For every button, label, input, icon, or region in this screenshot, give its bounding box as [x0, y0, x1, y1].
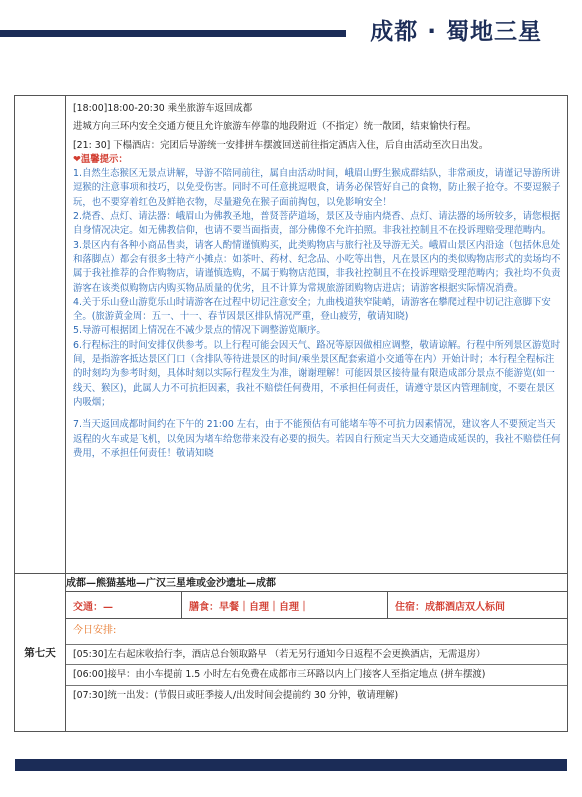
today-label: 今日安排: — [73, 625, 117, 637]
brand-logo: 成都 · 蜀地三星 — [370, 19, 542, 45]
tip-4: 4.关于乐山登山游览乐山时请游客在过程中切记注意安全；九曲栈道狭窄陡峭，请游客在攀爬过程中切记注意脚下安全。(旅游黄金周：五一、十一、春节因景区排队情况严重，登山疲劳，敬请知晓) — [73, 296, 551, 323]
footer-bar — [15, 759, 567, 771]
day7-lodging: 住宿：成都酒店双人标间 — [395, 601, 505, 613]
tip-2: 2.烧香、点灯、请法器：峨眉山为佛教圣地，普贤菩萨道场，景区及寺庙内烧香、点灯、请法器的场所较多，请您根据自身情况决定。如无佛教信仰，也请不要当面指责，部分佛像不允许拍照。非我社控制且不在投诉理赔受理范畴内。 — [73, 211, 561, 237]
tip-1: 1.自然生态猴区无景点讲解，导游不陪同前往，属自由活动时间，峨眉山野生猴成群结队，非常顽皮，请谨记导游所讲逗猴的注意事项和技巧，以免受伤害。同时不可任意挑逗喂食，请务必保管好自己的食物，防止猴子抢夺。不要逗猴子玩，也不要穿着红色及鲜艳衣物，尽量避免在猴子面前掏包，以免影响安全！ — [73, 168, 561, 208]
tip-3: 3.景区内有各种小商品售卖，请客人酌情谨慎购买，此类购物店与旅行社及导游无关。峨眉山景区内沿途（包括休息处和落脚点）都会有很多土特产小摊点：如茶叶、药材、纪念品、小吃等出售，凡在景区内的类似购物店形式的卖场均不属于我社推荐的合作购物店，请谨慎选购，不属于购物店范围，非我社控制且不在投诉理赔受理范畴内；我社均不负责游客在该类似购物店内购买物品质量的优劣，且不计算为常规旅游团购物店进店；请游客根据实际情况消费。 — [73, 239, 561, 294]
schedule-item: [06:00]接早：由小车提前 1.5 小时左右免费在成都市三环路以内上门接客人至指定地点 (拼车摆渡) — [66, 664, 567, 685]
day6-content — [66, 96, 568, 574]
schedule-item: [05:30]左右起床收拾行李，酒店总台领取路早 （若无另行通知今日返程不会更换酒店，无需退房） — [66, 644, 567, 665]
day7-route: 成都—熊猫基地—广汉三星堆或金沙遗址—成都 — [66, 574, 568, 592]
tip-5: 5.导游可根据团上情况在不减少景点的情况下调整游览顺序。 — [73, 325, 326, 337]
day7-label: 第七天 — [15, 574, 66, 732]
day6-line-disband: 进城方向三环内安全交通方便且允许旅游车停靠的地段附近（不指定）统一散团，结束愉快行程。 — [73, 121, 477, 133]
header-bar — [0, 30, 346, 37]
day6-line-return: [18:00]18:00-20:30 乘坐旅游车返回成都 — [73, 103, 253, 114]
schedule-item: [07:30]统一出发：(节假日或旺季接人/出发时间会提前约 30 分钟，敬请理解) — [66, 685, 567, 706]
tips-title: ❤温馨提示： — [73, 153, 128, 165]
day6-line-hotel: [21: 30] 下榻酒店：完团后导游统一安排拼车摆渡回送前往指定酒店入住，后自由活动至次日出发。 — [73, 139, 489, 151]
day7-schedule-row — [15, 619, 568, 732]
day6-day-cell — [15, 96, 66, 574]
itinerary-table — [14, 95, 568, 732]
day6-row — [15, 96, 568, 574]
day7-info-cell — [66, 592, 568, 619]
day7-transport: 交通：— — [66, 592, 182, 618]
tip-6: 6.行程标注的时间安排仅供参考。以上行程可能会因天气、路况等原因做相应调整，敬请谅解。行程中所列景区游览时间，是指游客抵达景区门口（含排队等待进景区的时间/乘坐景区配套索道小交通等在内）开始计时；本行程全程标注的时刻均为参考时刻，具体时刻以实际行程发生为准，谢谢理解！可能因景区接待量有限造成部分景点不能游览(如一线天、猴区)，此属人力不可抗拒因素，我社不赔偿任何费用，不承担任何责任，请遵守景区内管理制度，不要在景区内吸烟； — [73, 339, 561, 408]
tip-7: 7.当天返回成都时间约在下午的 21:00 左右，由于不能预估有可能堵车等不可抗力因素情况，建议客人不要预定当天返程的火车或是飞机，以免因为堵车给您带来没有必要的损失。若因自行预定当天大交通造成延误的，我社不赔偿任何费用，不承担任何责任！敬请知晓 — [73, 419, 561, 459]
day7-meals: 膳食：早餐｜自理｜自理｜ — [182, 592, 388, 618]
day7-info-row — [15, 592, 568, 619]
day7-schedule — [66, 619, 568, 732]
day7-route-row — [15, 574, 568, 592]
